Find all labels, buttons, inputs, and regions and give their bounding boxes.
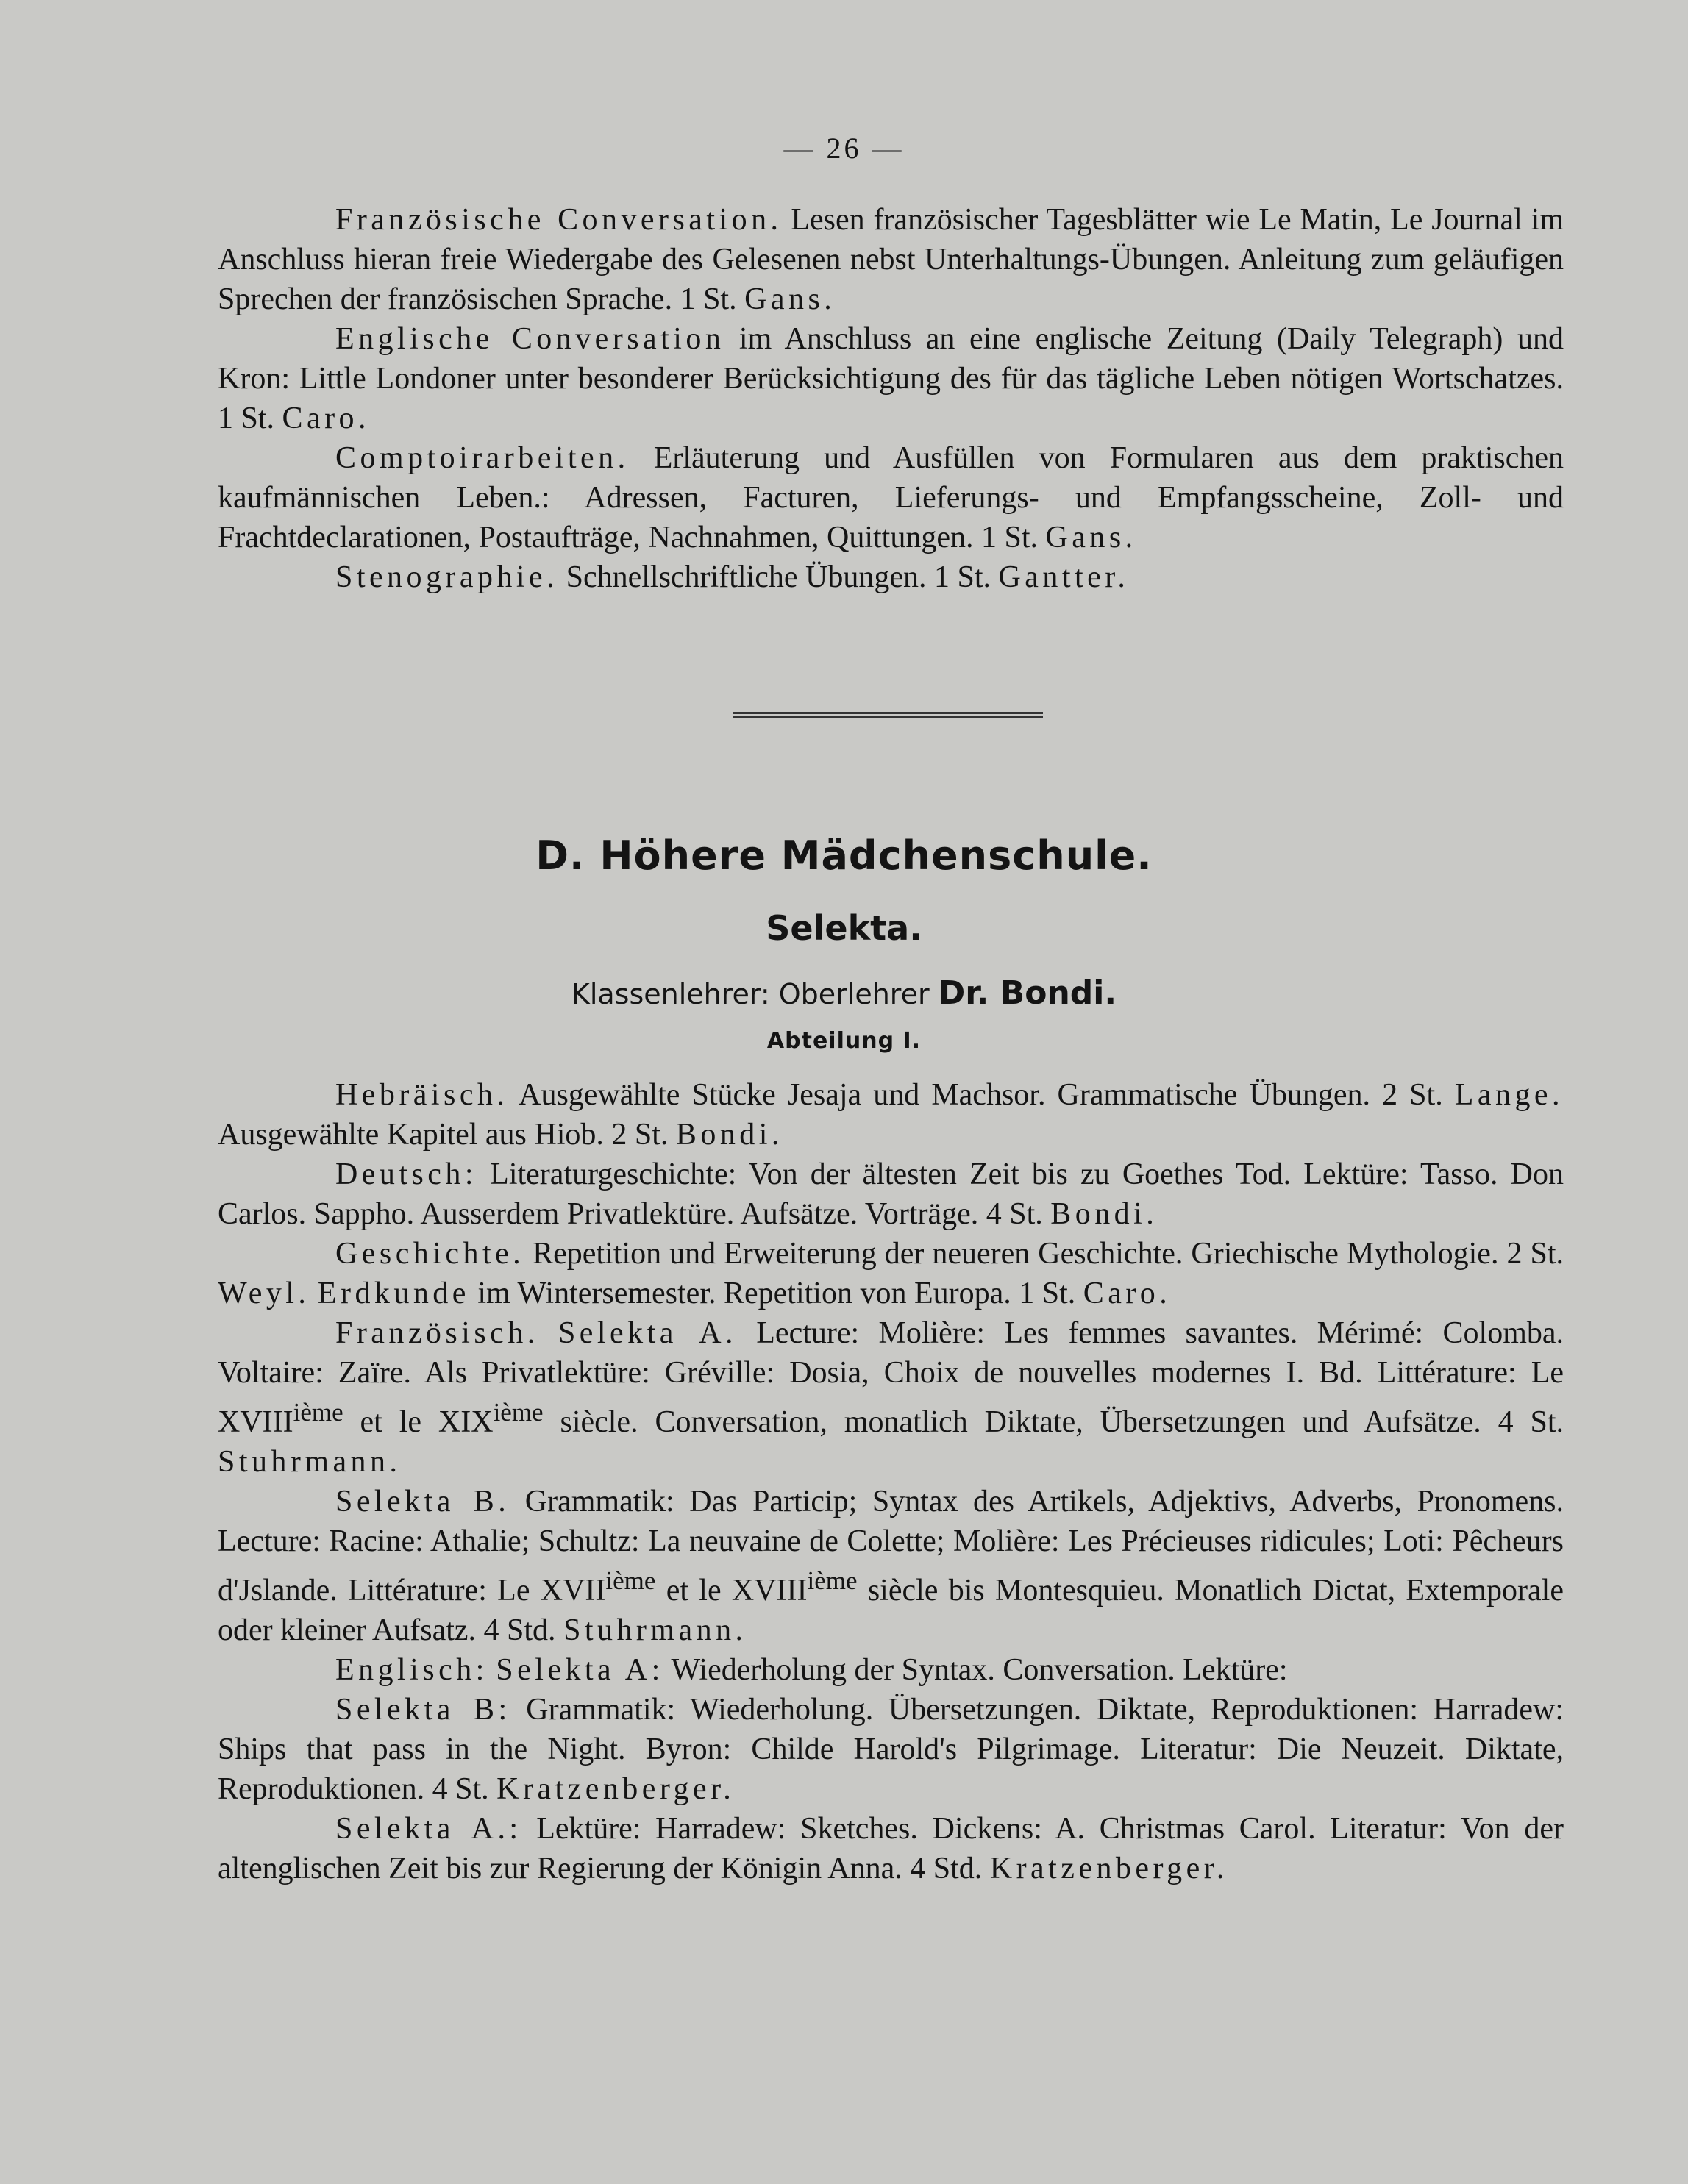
selekta-label: Selekta A.: — [335, 1812, 522, 1846]
paragraph-comptoirarbeiten — [218, 438, 1564, 557]
teacher-name: Caro. — [282, 402, 370, 435]
course-text: Schnellschriftliche Übungen. 1 St. — [566, 560, 991, 594]
superscript: ième — [807, 1566, 858, 1595]
subject-label: Französische Conversation. — [335, 203, 783, 237]
paragraph-englisch-b — [218, 1690, 1564, 1809]
selekta-label: Selekta B: — [335, 1693, 511, 1727]
course-text: siècle bis Montesquieu. Monatlich Dictat, Extemporale oder kleiner Aufsatz. 4 Std. — [218, 1574, 1564, 1647]
subject-label: Englisch: — [335, 1653, 488, 1687]
teacher-name: Bondi. — [675, 1118, 783, 1152]
paragraph-deutsch — [218, 1155, 1564, 1234]
course-text: Grammatik: Wiederholung. Übersetzungen. Diktate, Reproduktionen: Harradew: Ships that pass in the Night. Byron: Childe Harold's Pilgrimage. Literatur: Die Neuzeit. Diktate, Reproduktionen. 4 St. — [218, 1693, 1564, 1806]
superscript: ième — [493, 1398, 544, 1427]
course-text: Grammatik: Das Particip; Syntax des Artikels, Adjektivs, Adverbs, Pronomens. Lecture: Racine: Athalie; Schultz: La neuvaine de Colette; Molière: Les Précieuses ridicules; Loti: Pêcheurs d'Jslande. Littérature: Le XVII — [218, 1485, 1564, 1607]
teacher-name: Kratzenberger. — [496, 1772, 736, 1806]
division-title: Abteilung I. — [766, 1028, 922, 1054]
subject-label: Deutsch: — [335, 1157, 477, 1191]
subject-label: Englische Conversation — [335, 322, 725, 356]
curriculum-body — [218, 1075, 1564, 1888]
subject-label: Stenographie. — [335, 560, 559, 594]
teacher-name: Weyl. — [218, 1277, 310, 1310]
course-text: Repetition und Erweiterung der neueren Geschichte. Griechische Mythologie. 2 St. — [533, 1237, 1564, 1271]
course-text: Lesen französischer Tagesblätter wie Le Matin, Le Journal im Anschluss hieran freie Wiedergabe des Gelesenen nebst Unterhaltungs-Übungen. Anleitung zum geläufigen Sprechen der französischen Sprache. 1 St. — [218, 203, 1564, 316]
course-text: siècle. Conversation, monatlich Diktate, Übersetzungen und Aufsätze. 4 St. — [560, 1405, 1564, 1439]
teacher-name: Gans. — [744, 282, 836, 316]
subject-label: Geschichte. — [335, 1237, 525, 1271]
paragraph-english-conversation — [218, 319, 1564, 438]
teacher-name: Bondi. — [1050, 1197, 1158, 1231]
course-text: Wiederholung der Syntax. Conversation. Lektüre: — [671, 1653, 1288, 1687]
teacher-name: Gantter. — [998, 560, 1130, 594]
teacher-name: Kratzenberger. — [989, 1852, 1228, 1885]
course-text: Lecture: Molière: Les femmes savantes. Mérimé: Colomba. Voltaire: Zaïre. Als Privatlektüre: Gréville: Dosia, Choix de nouvelles modernes I. Bd. Littérature: Le XVIII — [218, 1316, 1564, 1439]
subject-label: Französisch. — [335, 1316, 539, 1350]
superscript: ième — [605, 1566, 656, 1595]
subject-label: Hebräisch. — [335, 1078, 509, 1112]
section-divider — [733, 712, 1043, 718]
section-subheading: Selekta. — [766, 908, 922, 948]
course-text: im Anschluss an eine englische Zeitung (Daily Telegraph) und Kron: Little Londoner unter besonderer Berücksichtigung des für das tägliche Leben nötigen Wortschatzes. 1 St. — [218, 322, 1564, 435]
course-text: Ausgewählte Stücke Jesaja und Machsor. Grammatische Übungen. 2 St. — [519, 1078, 1443, 1112]
class-teacher-name: Dr. Bondi. — [938, 974, 1117, 1012]
superscript: ième — [293, 1398, 343, 1427]
selekta-label: Selekta A: — [496, 1653, 664, 1687]
subject-label: Erdkunde — [317, 1277, 470, 1310]
paragraph-stenographie — [218, 557, 1564, 597]
course-text: Ausgewählte Kapitel aus Hiob. 2 St. — [218, 1118, 669, 1152]
teacher-name: Gans. — [1045, 521, 1137, 554]
paragraph-franzoesisch — [218, 1313, 1564, 1482]
selekta-label: Selekta B. — [335, 1485, 510, 1519]
course-text: Erläuterung und Ausfüllen von Formularen aus dem praktischen kaufmännischen Leben.: Adressen, Facturen, Lieferungs- und Empfangsscheine, Zoll- und Frachtdeclarationen, Postaufträge, Nachnahmen, Quittungen. 1 St. — [218, 441, 1564, 554]
page-number: — 26 — — [783, 132, 905, 165]
course-text: im Wintersemester. Repetition von Europa. 1 St. — [477, 1277, 1076, 1310]
subject-label: Comptoirarbeiten. — [335, 441, 630, 475]
selekta-label: Selekta A. — [558, 1316, 737, 1350]
paragraph-selekta-b-franzoesisch — [218, 1482, 1564, 1650]
teacher-name: Lange. — [1454, 1078, 1564, 1112]
paragraph-geschichte — [218, 1234, 1564, 1313]
paragraph-french-conversation — [218, 200, 1564, 319]
teacher-name: Caro. — [1083, 1277, 1172, 1310]
paragraph-hebraeisch — [218, 1075, 1564, 1155]
teacher-name: Stuhrmann. — [218, 1445, 402, 1479]
course-text: Lektüre: Harradew: Sketches. Dickens: A. Christmas Carol. Literatur: Von der altenglischen Zeit bis zur Regierung der Königin Anna. 4 Std. — [218, 1812, 1564, 1885]
section-heading: D. Höhere Mädchenschule. — [535, 832, 1153, 879]
class-teacher-prefix: Klassenlehrer: Oberlehrer — [571, 978, 930, 1010]
teacher-name: Stuhrmann. — [563, 1613, 747, 1647]
paragraph-englisch-a — [218, 1650, 1564, 1690]
course-text: Literaturgeschichte: Von der ältesten Zeit bis zu Goethes Tod. Lektüre: Tasso. Don Carlos. Sappho. Ausserdem Privatlektüre. Aufsätze. Vorträge. 4 St. — [218, 1157, 1564, 1231]
paragraph-selekta-a-englisch — [218, 1809, 1564, 1888]
course-text: et le XVIII — [666, 1574, 808, 1607]
course-text: et le XIX — [360, 1405, 494, 1439]
class-teacher-line — [0, 974, 1688, 1012]
commercial-courses — [218, 200, 1564, 597]
